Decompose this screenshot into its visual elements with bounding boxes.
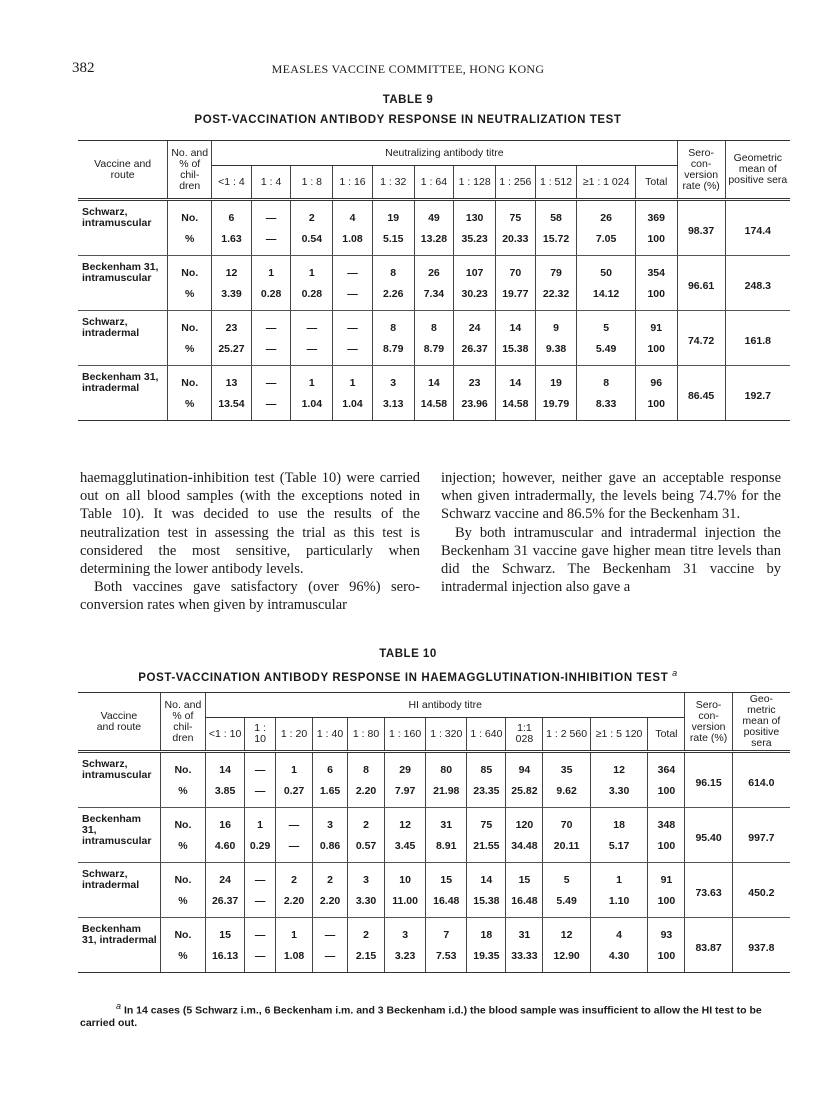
percent-cell: — — [251, 338, 291, 366]
header-no-pct: No. and % of chil- dren — [160, 693, 205, 752]
running-head: MEASLES VACCINE COMMITTEE, HONG KONG — [271, 62, 545, 76]
count-cell: 1 — [251, 256, 291, 284]
count-cell: 9 — [535, 311, 577, 339]
count-cell: 23 — [454, 366, 496, 394]
paragraph: Both vaccines gave satisfactory (over 96%) sero-conversion rates when given by intramuscular — [80, 579, 420, 614]
percent-cell: 100 — [635, 338, 677, 366]
count-cell: 26 — [414, 256, 454, 284]
footnote-mark: a — [672, 668, 678, 678]
percent-cell: 1.10 — [590, 890, 648, 918]
row-label-no: No. — [160, 808, 205, 836]
row-label-no: No. — [160, 863, 205, 891]
percent-cell: 20.33 — [496, 228, 536, 256]
count-cell: 5 — [577, 311, 635, 339]
count-cell: 369 — [635, 200, 677, 229]
header-titre: 1 : 2 560 — [543, 718, 590, 752]
count-cell: 31 — [506, 918, 543, 946]
count-cell: 2 — [348, 918, 385, 946]
row-label-pct: % — [160, 780, 205, 808]
count-cell: 24 — [454, 311, 496, 339]
count-cell: 58 — [535, 200, 577, 229]
count-cell: 14 — [414, 366, 454, 394]
row-label-pct: % — [168, 283, 212, 311]
header-titre: 1 : 512 — [535, 166, 577, 200]
count-cell: 2 — [313, 863, 348, 891]
percent-cell: 16.13 — [206, 945, 245, 973]
count-cell: 49 — [414, 200, 454, 229]
count-cell: 2 — [291, 200, 333, 229]
header-geometric-mean: Geometric mean of positive sera — [725, 141, 790, 200]
percent-cell: 20.11 — [543, 835, 590, 863]
seroconversion-cell: 73.63 — [685, 863, 732, 918]
geometric-mean-cell: 450.2 — [732, 863, 790, 918]
percent-cell: 100 — [648, 890, 685, 918]
percent-cell: 26.37 — [206, 890, 245, 918]
percent-cell: 0.28 — [251, 283, 291, 311]
header-titre: 1 : 40 — [313, 718, 348, 752]
footnote-mark: a — [116, 1001, 122, 1011]
count-cell: 3 — [313, 808, 348, 836]
header-titre: 1 : 16 — [333, 166, 373, 200]
count-cell: 91 — [635, 311, 677, 339]
percent-cell: 3.39 — [212, 283, 252, 311]
count-cell: 12 — [212, 256, 252, 284]
table9-label: TABLE 9 — [382, 94, 434, 106]
count-cell: 80 — [426, 752, 467, 781]
paragraph: haemagglutination-inhibition test (Table 10) were carried out on all blood samples (with the exceptions noted in Table 10). It was decided to use the results of the neutralization test in assessing the trial as this test is considered the most sensitive, particularly when determining the lower antibody levels. — [80, 470, 420, 578]
count-cell: 2 — [276, 863, 313, 891]
count-cell: 18 — [467, 918, 506, 946]
count-cell: 6 — [212, 200, 252, 229]
header-titre: 1 : 320 — [426, 718, 467, 752]
table-row — [78, 890, 790, 918]
header-titre: <1 : 10 — [206, 718, 245, 752]
count-cell: 70 — [543, 808, 590, 836]
count-cell: — — [245, 752, 276, 781]
percent-cell: 0.57 — [348, 835, 385, 863]
vaccine-route-cell: Schwarz, intradermal — [78, 311, 168, 366]
table-row — [78, 311, 790, 339]
table-row — [78, 863, 790, 891]
count-cell: 8 — [414, 311, 454, 339]
table10-label: TABLE 10 — [379, 648, 437, 660]
percent-cell: 8.79 — [414, 338, 454, 366]
count-cell: 75 — [496, 200, 536, 229]
table10 — [78, 692, 790, 973]
count-cell: — — [333, 256, 373, 284]
percent-cell: 8.33 — [577, 393, 635, 421]
percent-cell: 5.15 — [372, 228, 414, 256]
count-cell: 50 — [577, 256, 635, 284]
footnote-text: In 14 cases (5 Schwarz i.m., 6 Beckenham i.m. and 3 Beckenham i.d.) the blood sample was insufficient to allow the HI test to be carried out. — [80, 1004, 762, 1029]
percent-cell: 13.28 — [414, 228, 454, 256]
percent-cell: 7.05 — [577, 228, 635, 256]
percent-cell: 26.37 — [454, 338, 496, 366]
percent-cell: 3.13 — [372, 393, 414, 421]
count-cell: 29 — [385, 752, 426, 781]
paragraph: By both intramuscular and intradermal injection the Beckenham 31 vaccine gave higher mean titre levels than did the Schwarz. The Beckenham 31 vaccine by intradermal injection also gave a — [441, 524, 781, 596]
percent-cell: — — [245, 780, 276, 808]
header-no-pct: No. and % of chil- dren — [168, 141, 212, 200]
count-cell: 348 — [648, 808, 685, 836]
percent-cell: 8.79 — [372, 338, 414, 366]
count-cell: 4 — [333, 200, 373, 229]
seroconversion-cell: 83.87 — [685, 918, 732, 973]
row-label-pct: % — [168, 393, 212, 421]
seroconversion-cell: 95.40 — [685, 808, 732, 863]
count-cell: 8 — [348, 752, 385, 781]
table9-title: POST-VACCINATION ANTIBODY RESPONSE IN NEUTRALIZATION TEST — [194, 114, 622, 126]
count-cell: 31 — [426, 808, 467, 836]
percent-cell: 16.48 — [426, 890, 467, 918]
percent-cell: 23.35 — [467, 780, 506, 808]
count-cell: 1 — [245, 808, 276, 836]
count-cell: 35 — [543, 752, 590, 781]
percent-cell: — — [333, 338, 373, 366]
percent-cell: 100 — [635, 283, 677, 311]
percent-cell: 1.04 — [291, 393, 333, 421]
table10-title — [0, 668, 816, 684]
row-label-pct: % — [160, 945, 205, 973]
count-cell: 10 — [385, 863, 426, 891]
percent-cell: 0.86 — [313, 835, 348, 863]
percent-cell: 25.82 — [506, 780, 543, 808]
row-label-pct: % — [160, 890, 205, 918]
percent-cell: — — [245, 890, 276, 918]
percent-cell: 13.54 — [212, 393, 252, 421]
count-cell: 364 — [648, 752, 685, 781]
vaccine-route-cell: Schwarz, intradermal — [78, 863, 160, 918]
count-cell: 12 — [385, 808, 426, 836]
count-cell: 12 — [590, 752, 648, 781]
percent-cell: 14.58 — [496, 393, 536, 421]
table-row — [78, 200, 790, 229]
header-titre: 1 : 640 — [467, 718, 506, 752]
count-cell: 91 — [648, 863, 685, 891]
count-cell: 3 — [385, 918, 426, 946]
percent-cell: 1.08 — [276, 945, 313, 973]
count-cell: 8 — [577, 366, 635, 394]
header-vaccine-route: Vaccine and route — [78, 693, 160, 752]
count-cell: — — [251, 200, 291, 229]
seroconversion-cell: 96.61 — [677, 256, 725, 311]
percent-cell: — — [245, 945, 276, 973]
row-label-pct: % — [168, 338, 212, 366]
header-titre: 1 : 8 — [291, 166, 333, 200]
table9 — [78, 140, 790, 421]
count-cell: 19 — [535, 366, 577, 394]
count-cell: 15 — [206, 918, 245, 946]
count-cell: 23 — [212, 311, 252, 339]
table10-title-text: POST-VACCINATION ANTIBODY RESPONSE IN HAEMAGGLUTINATION-INHIBITION TEST — [138, 671, 669, 684]
percent-cell: 19.77 — [496, 283, 536, 311]
percent-cell: 4.60 — [206, 835, 245, 863]
percent-cell: 1.08 — [333, 228, 373, 256]
percent-cell: 100 — [648, 780, 685, 808]
count-cell: 15 — [506, 863, 543, 891]
count-cell: — — [291, 311, 333, 339]
percent-cell: 7.34 — [414, 283, 454, 311]
geometric-mean-cell: 161.8 — [725, 311, 790, 366]
percent-cell: 3.85 — [206, 780, 245, 808]
percent-cell: 19.79 — [535, 393, 577, 421]
table10-footnote — [80, 1000, 790, 1029]
count-cell: 3 — [348, 863, 385, 891]
geometric-mean-cell: 192.7 — [725, 366, 790, 421]
header-titre: Total — [648, 718, 685, 752]
count-cell: 18 — [590, 808, 648, 836]
percent-cell: 21.55 — [467, 835, 506, 863]
count-cell: 1 — [276, 918, 313, 946]
header-titre: 1 : 32 — [372, 166, 414, 200]
percent-cell: 9.62 — [543, 780, 590, 808]
geometric-mean-cell: 997.7 — [732, 808, 790, 863]
header-titre: 1 : 160 — [385, 718, 426, 752]
count-cell: 4 — [590, 918, 648, 946]
percent-cell: 100 — [635, 393, 677, 421]
percent-cell: 5.17 — [590, 835, 648, 863]
count-cell: 16 — [206, 808, 245, 836]
count-cell: 15 — [426, 863, 467, 891]
header-titre: Total — [635, 166, 677, 200]
percent-cell: 11.00 — [385, 890, 426, 918]
percent-cell: — — [291, 338, 333, 366]
percent-cell: 3.30 — [590, 780, 648, 808]
percent-cell: 15.38 — [467, 890, 506, 918]
count-cell: 1 — [291, 366, 333, 394]
vaccine-route-cell: Beckenham 31, intradermal — [78, 366, 168, 421]
percent-cell: — — [251, 228, 291, 256]
percent-cell: 4.30 — [590, 945, 648, 973]
percent-cell: 3.23 — [385, 945, 426, 973]
count-cell: 12 — [543, 918, 590, 946]
seroconversion-cell: 74.72 — [677, 311, 725, 366]
table-row — [78, 366, 790, 394]
count-cell: 5 — [543, 863, 590, 891]
header-titre: 1 : 4 — [251, 166, 291, 200]
percent-cell: 21.98 — [426, 780, 467, 808]
percent-cell: 9.38 — [535, 338, 577, 366]
percent-cell: 2.15 — [348, 945, 385, 973]
header-seroconversion: Sero- con- version rate (%) — [677, 141, 725, 200]
count-cell: 14 — [206, 752, 245, 781]
count-cell: 7 — [426, 918, 467, 946]
header-titre: 1 : 128 — [454, 166, 496, 200]
row-label-no: No. — [168, 200, 212, 229]
count-cell: 96 — [635, 366, 677, 394]
percent-cell: 35.23 — [454, 228, 496, 256]
vaccine-route-cell: Schwarz, intramuscular — [78, 752, 160, 808]
body-column-left — [80, 469, 420, 615]
row-label-no: No. — [160, 752, 205, 781]
percent-cell: 33.33 — [506, 945, 543, 973]
count-cell: 14 — [467, 863, 506, 891]
count-cell: — — [313, 918, 348, 946]
header-titre: ≥1 : 5 120 — [590, 718, 648, 752]
count-cell: 1 — [276, 752, 313, 781]
percent-cell: — — [251, 393, 291, 421]
header-titre: 1 : 64 — [414, 166, 454, 200]
header-titre: 1 : 256 — [496, 166, 536, 200]
percent-cell: 100 — [648, 835, 685, 863]
count-cell: 93 — [648, 918, 685, 946]
paragraph: injection; however, neither gave an acceptable response when given intradermally, the levels being 74.7% for the Schwarz vaccine and 86.5% for the Beckenham 31. — [441, 470, 781, 523]
vaccine-route-cell: Beckenham 31, intramuscular — [78, 808, 160, 863]
count-cell: 14 — [496, 311, 536, 339]
count-cell: 85 — [467, 752, 506, 781]
seroconversion-cell: 96.15 — [685, 752, 732, 808]
count-cell: 26 — [577, 200, 635, 229]
count-cell: 94 — [506, 752, 543, 781]
table-row — [78, 752, 790, 781]
geometric-mean-cell: 248.3 — [725, 256, 790, 311]
count-cell: 1 — [590, 863, 648, 891]
count-cell: — — [333, 311, 373, 339]
table-row — [78, 945, 790, 973]
table-row — [78, 835, 790, 863]
header-titre: ≥1 : 1 024 — [577, 166, 635, 200]
header-titre-group: HI antibody titre — [206, 693, 685, 718]
percent-cell: 1.04 — [333, 393, 373, 421]
count-cell: 3 — [372, 366, 414, 394]
count-cell: 120 — [506, 808, 543, 836]
vaccine-route-cell: Beckenham 31, intradermal — [78, 918, 160, 973]
percent-cell: 0.28 — [291, 283, 333, 311]
count-cell: 1 — [333, 366, 373, 394]
percent-cell: 1.65 — [313, 780, 348, 808]
table-row — [78, 918, 790, 946]
count-cell: 2 — [348, 808, 385, 836]
count-cell: 107 — [454, 256, 496, 284]
count-cell: 14 — [496, 366, 536, 394]
percent-cell: 19.35 — [467, 945, 506, 973]
geometric-mean-cell: 614.0 — [732, 752, 790, 808]
percent-cell: 8.91 — [426, 835, 467, 863]
percent-cell: 16.48 — [506, 890, 543, 918]
percent-cell: 5.49 — [543, 890, 590, 918]
geometric-mean-cell: 174.4 — [725, 200, 790, 256]
percent-cell: 14.58 — [414, 393, 454, 421]
header-vaccine-route: Vaccine and route — [78, 141, 168, 200]
row-label-no: No. — [160, 918, 205, 946]
percent-cell: 15.72 — [535, 228, 577, 256]
count-cell: 354 — [635, 256, 677, 284]
percent-cell: 3.45 — [385, 835, 426, 863]
vaccine-route-cell: Schwarz, intramuscular — [78, 200, 168, 256]
header-titre: 1 : 10 — [245, 718, 276, 752]
header-titre: <1 : 4 — [212, 166, 252, 200]
row-label-pct: % — [168, 228, 212, 256]
header-titre: 1:1 028 — [506, 718, 543, 752]
geometric-mean-cell: 937.8 — [732, 918, 790, 973]
count-cell: — — [245, 863, 276, 891]
percent-cell: 5.49 — [577, 338, 635, 366]
count-cell: — — [245, 918, 276, 946]
count-cell: — — [276, 808, 313, 836]
percent-cell: 0.54 — [291, 228, 333, 256]
count-cell: 79 — [535, 256, 577, 284]
count-cell: 13 — [212, 366, 252, 394]
count-cell: — — [251, 366, 291, 394]
percent-cell: 22.32 — [535, 283, 577, 311]
row-label-no: No. — [168, 366, 212, 394]
count-cell: 70 — [496, 256, 536, 284]
row-label-pct: % — [160, 835, 205, 863]
percent-cell: 100 — [635, 228, 677, 256]
percent-cell: 34.48 — [506, 835, 543, 863]
header-titre-group: Neutralizing antibody titre — [212, 141, 677, 166]
percent-cell: — — [276, 835, 313, 863]
vaccine-route-cell: Beckenham 31, intramuscular — [78, 256, 168, 311]
count-cell: 130 — [454, 200, 496, 229]
percent-cell: 30.23 — [454, 283, 496, 311]
header-titre: 1 : 20 — [276, 718, 313, 752]
percent-cell: 25.27 — [212, 338, 252, 366]
count-cell: 19 — [372, 200, 414, 229]
seroconversion-cell: 86.45 — [677, 366, 725, 421]
header-seroconversion: Sero- con- version rate (%) — [685, 693, 732, 752]
seroconversion-cell: 98.37 — [677, 200, 725, 256]
count-cell: — — [251, 311, 291, 339]
percent-cell: 7.97 — [385, 780, 426, 808]
percent-cell: 3.30 — [348, 890, 385, 918]
percent-cell: 12.90 — [543, 945, 590, 973]
table-row — [78, 780, 790, 808]
percent-cell: 100 — [648, 945, 685, 973]
count-cell: 6 — [313, 752, 348, 781]
body-column-right — [441, 469, 781, 596]
count-cell: 75 — [467, 808, 506, 836]
header-geometric-mean: Geo- metric mean of positive sera — [732, 693, 790, 752]
percent-cell: 2.26 — [372, 283, 414, 311]
percent-cell: 2.20 — [276, 890, 313, 918]
percent-cell: 15.38 — [496, 338, 536, 366]
count-cell: 1 — [291, 256, 333, 284]
percent-cell: 14.12 — [577, 283, 635, 311]
percent-cell: 7.53 — [426, 945, 467, 973]
count-cell: 24 — [206, 863, 245, 891]
table-row — [78, 808, 790, 836]
percent-cell: 23.96 — [454, 393, 496, 421]
percent-cell: 1.63 — [212, 228, 252, 256]
row-label-no: No. — [168, 311, 212, 339]
table-row — [78, 256, 790, 284]
percent-cell: 2.20 — [313, 890, 348, 918]
page-number: 382 — [72, 60, 95, 76]
count-cell: 8 — [372, 256, 414, 284]
percent-cell: 0.27 — [276, 780, 313, 808]
percent-cell: 0.29 — [245, 835, 276, 863]
count-cell: 8 — [372, 311, 414, 339]
percent-cell: — — [313, 945, 348, 973]
row-label-no: No. — [168, 256, 212, 284]
header-titre: 1 : 80 — [348, 718, 385, 752]
percent-cell: — — [333, 283, 373, 311]
percent-cell: 2.20 — [348, 780, 385, 808]
